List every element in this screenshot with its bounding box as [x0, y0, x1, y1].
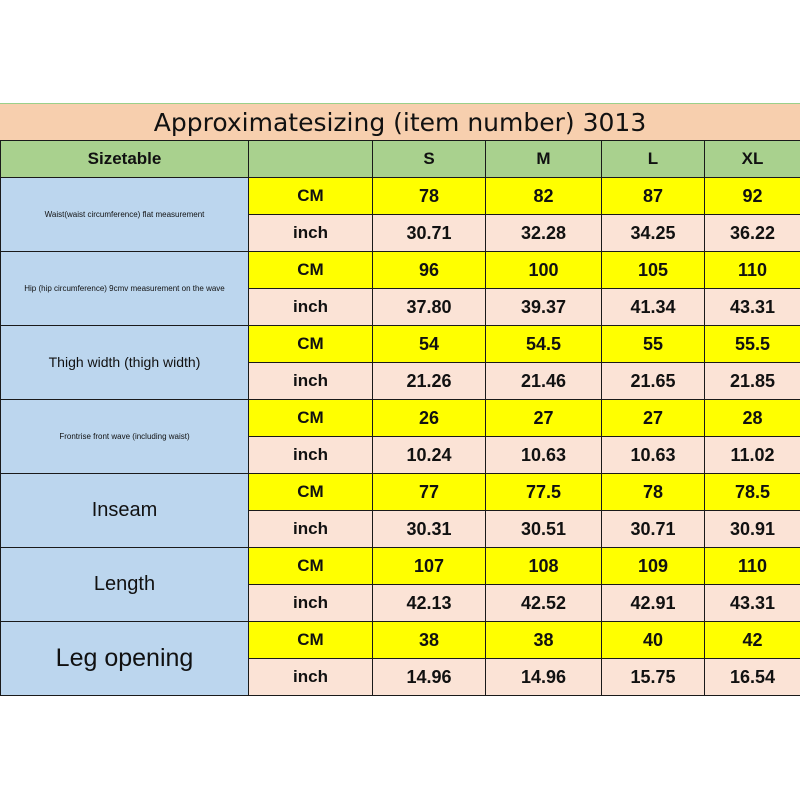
cell-value: 27: [602, 400, 705, 437]
cell-value: 43.31: [705, 289, 800, 326]
cell-value: 21.46: [486, 363, 602, 400]
cell-value: 107: [373, 548, 486, 585]
cell-value: 32.28: [486, 215, 602, 252]
cell-value: 40: [602, 622, 705, 659]
cell-value: 82: [486, 178, 602, 215]
cell-value: 42.91: [602, 585, 705, 622]
cell-value: 30.91: [705, 511, 800, 548]
cell-value: 42.52: [486, 585, 602, 622]
unit-cm: CM: [249, 474, 373, 511]
cell-value: 27: [486, 400, 602, 437]
cell-value: 43.31: [705, 585, 800, 622]
cell-value: 26: [373, 400, 486, 437]
unit-inch: inch: [249, 289, 373, 326]
table-row: [1, 548, 800, 585]
size-table: [0, 140, 800, 696]
cell-value: 78.5: [705, 474, 800, 511]
unit-inch: inch: [249, 659, 373, 696]
row-label-waist: Waist(waist circumference) flat measurement: [1, 178, 249, 252]
cell-value: 21.85: [705, 363, 800, 400]
cell-value: 10.63: [602, 437, 705, 474]
cell-value: 36.22: [705, 215, 800, 252]
unit-inch: inch: [249, 363, 373, 400]
unit-cm: CM: [249, 548, 373, 585]
row-label-length: Length: [1, 548, 249, 622]
cell-value: 34.25: [602, 215, 705, 252]
header-unit: [249, 141, 373, 178]
cell-value: 77.5: [486, 474, 602, 511]
cell-value: 30.31: [373, 511, 486, 548]
cell-value: 54: [373, 326, 486, 363]
table-row: [1, 622, 800, 659]
size-chart: [0, 103, 800, 697]
cell-value: 11.02: [705, 437, 800, 474]
table-row: [1, 252, 800, 289]
cell-value: 30.71: [602, 511, 705, 548]
header-size-s: S: [373, 141, 486, 178]
cell-value: 108: [486, 548, 602, 585]
cell-value: 37.80: [373, 289, 486, 326]
cell-value: 15.75: [602, 659, 705, 696]
cell-value: 109: [602, 548, 705, 585]
unit-cm: CM: [249, 178, 373, 215]
cell-value: 42.13: [373, 585, 486, 622]
header-label: Sizetable: [1, 141, 249, 178]
cell-value: 30.71: [373, 215, 486, 252]
cell-value: 14.96: [373, 659, 486, 696]
cell-value: 100: [486, 252, 602, 289]
cell-value: 28: [705, 400, 800, 437]
cell-value: 30.51: [486, 511, 602, 548]
cell-value: 110: [705, 548, 800, 585]
unit-cm: CM: [249, 400, 373, 437]
cell-value: 105: [602, 252, 705, 289]
cell-value: 96: [373, 252, 486, 289]
cell-value: 38: [373, 622, 486, 659]
cell-value: 55: [602, 326, 705, 363]
cell-value: 10.24: [373, 437, 486, 474]
cell-value: 110: [705, 252, 800, 289]
cell-value: 38: [486, 622, 602, 659]
table-row: [1, 326, 800, 363]
cell-value: 55.5: [705, 326, 800, 363]
cell-value: 92: [705, 178, 800, 215]
unit-inch: inch: [249, 511, 373, 548]
cell-value: 77: [373, 474, 486, 511]
table-row: [1, 178, 800, 215]
header-size-l: L: [602, 141, 705, 178]
cell-value: 21.26: [373, 363, 486, 400]
cell-value: 54.5: [486, 326, 602, 363]
unit-inch: inch: [249, 585, 373, 622]
cell-value: 10.63: [486, 437, 602, 474]
cell-value: 16.54: [705, 659, 800, 696]
cell-value: 14.96: [486, 659, 602, 696]
cell-value: 41.34: [602, 289, 705, 326]
unit-cm: CM: [249, 622, 373, 659]
row-label-front-rise: Frontrise front wave (including waist): [1, 400, 249, 474]
cell-value: 39.37: [486, 289, 602, 326]
row-label-thigh: Thigh width (thigh width): [1, 326, 249, 400]
unit-inch: inch: [249, 215, 373, 252]
size-table-body: [1, 141, 800, 696]
header-size-m: M: [486, 141, 602, 178]
cell-value: 78: [602, 474, 705, 511]
row-label-leg-opening: Leg opening: [1, 622, 249, 696]
cell-value: 42: [705, 622, 800, 659]
chart-title: Approximatesizing (item number) 3013: [0, 103, 800, 141]
row-label-hip: Hip (hip circumference) 9cmv measurement on the wave: [1, 252, 249, 326]
unit-cm: CM: [249, 326, 373, 363]
cell-value: 87: [602, 178, 705, 215]
unit-inch: inch: [249, 437, 373, 474]
header-size-xl: XL: [705, 141, 800, 178]
header-row: [1, 141, 800, 178]
row-label-inseam: Inseam: [1, 474, 249, 548]
table-row: [1, 474, 800, 511]
unit-cm: CM: [249, 252, 373, 289]
cell-value: 78: [373, 178, 486, 215]
cell-value: 21.65: [602, 363, 705, 400]
table-row: [1, 400, 800, 437]
